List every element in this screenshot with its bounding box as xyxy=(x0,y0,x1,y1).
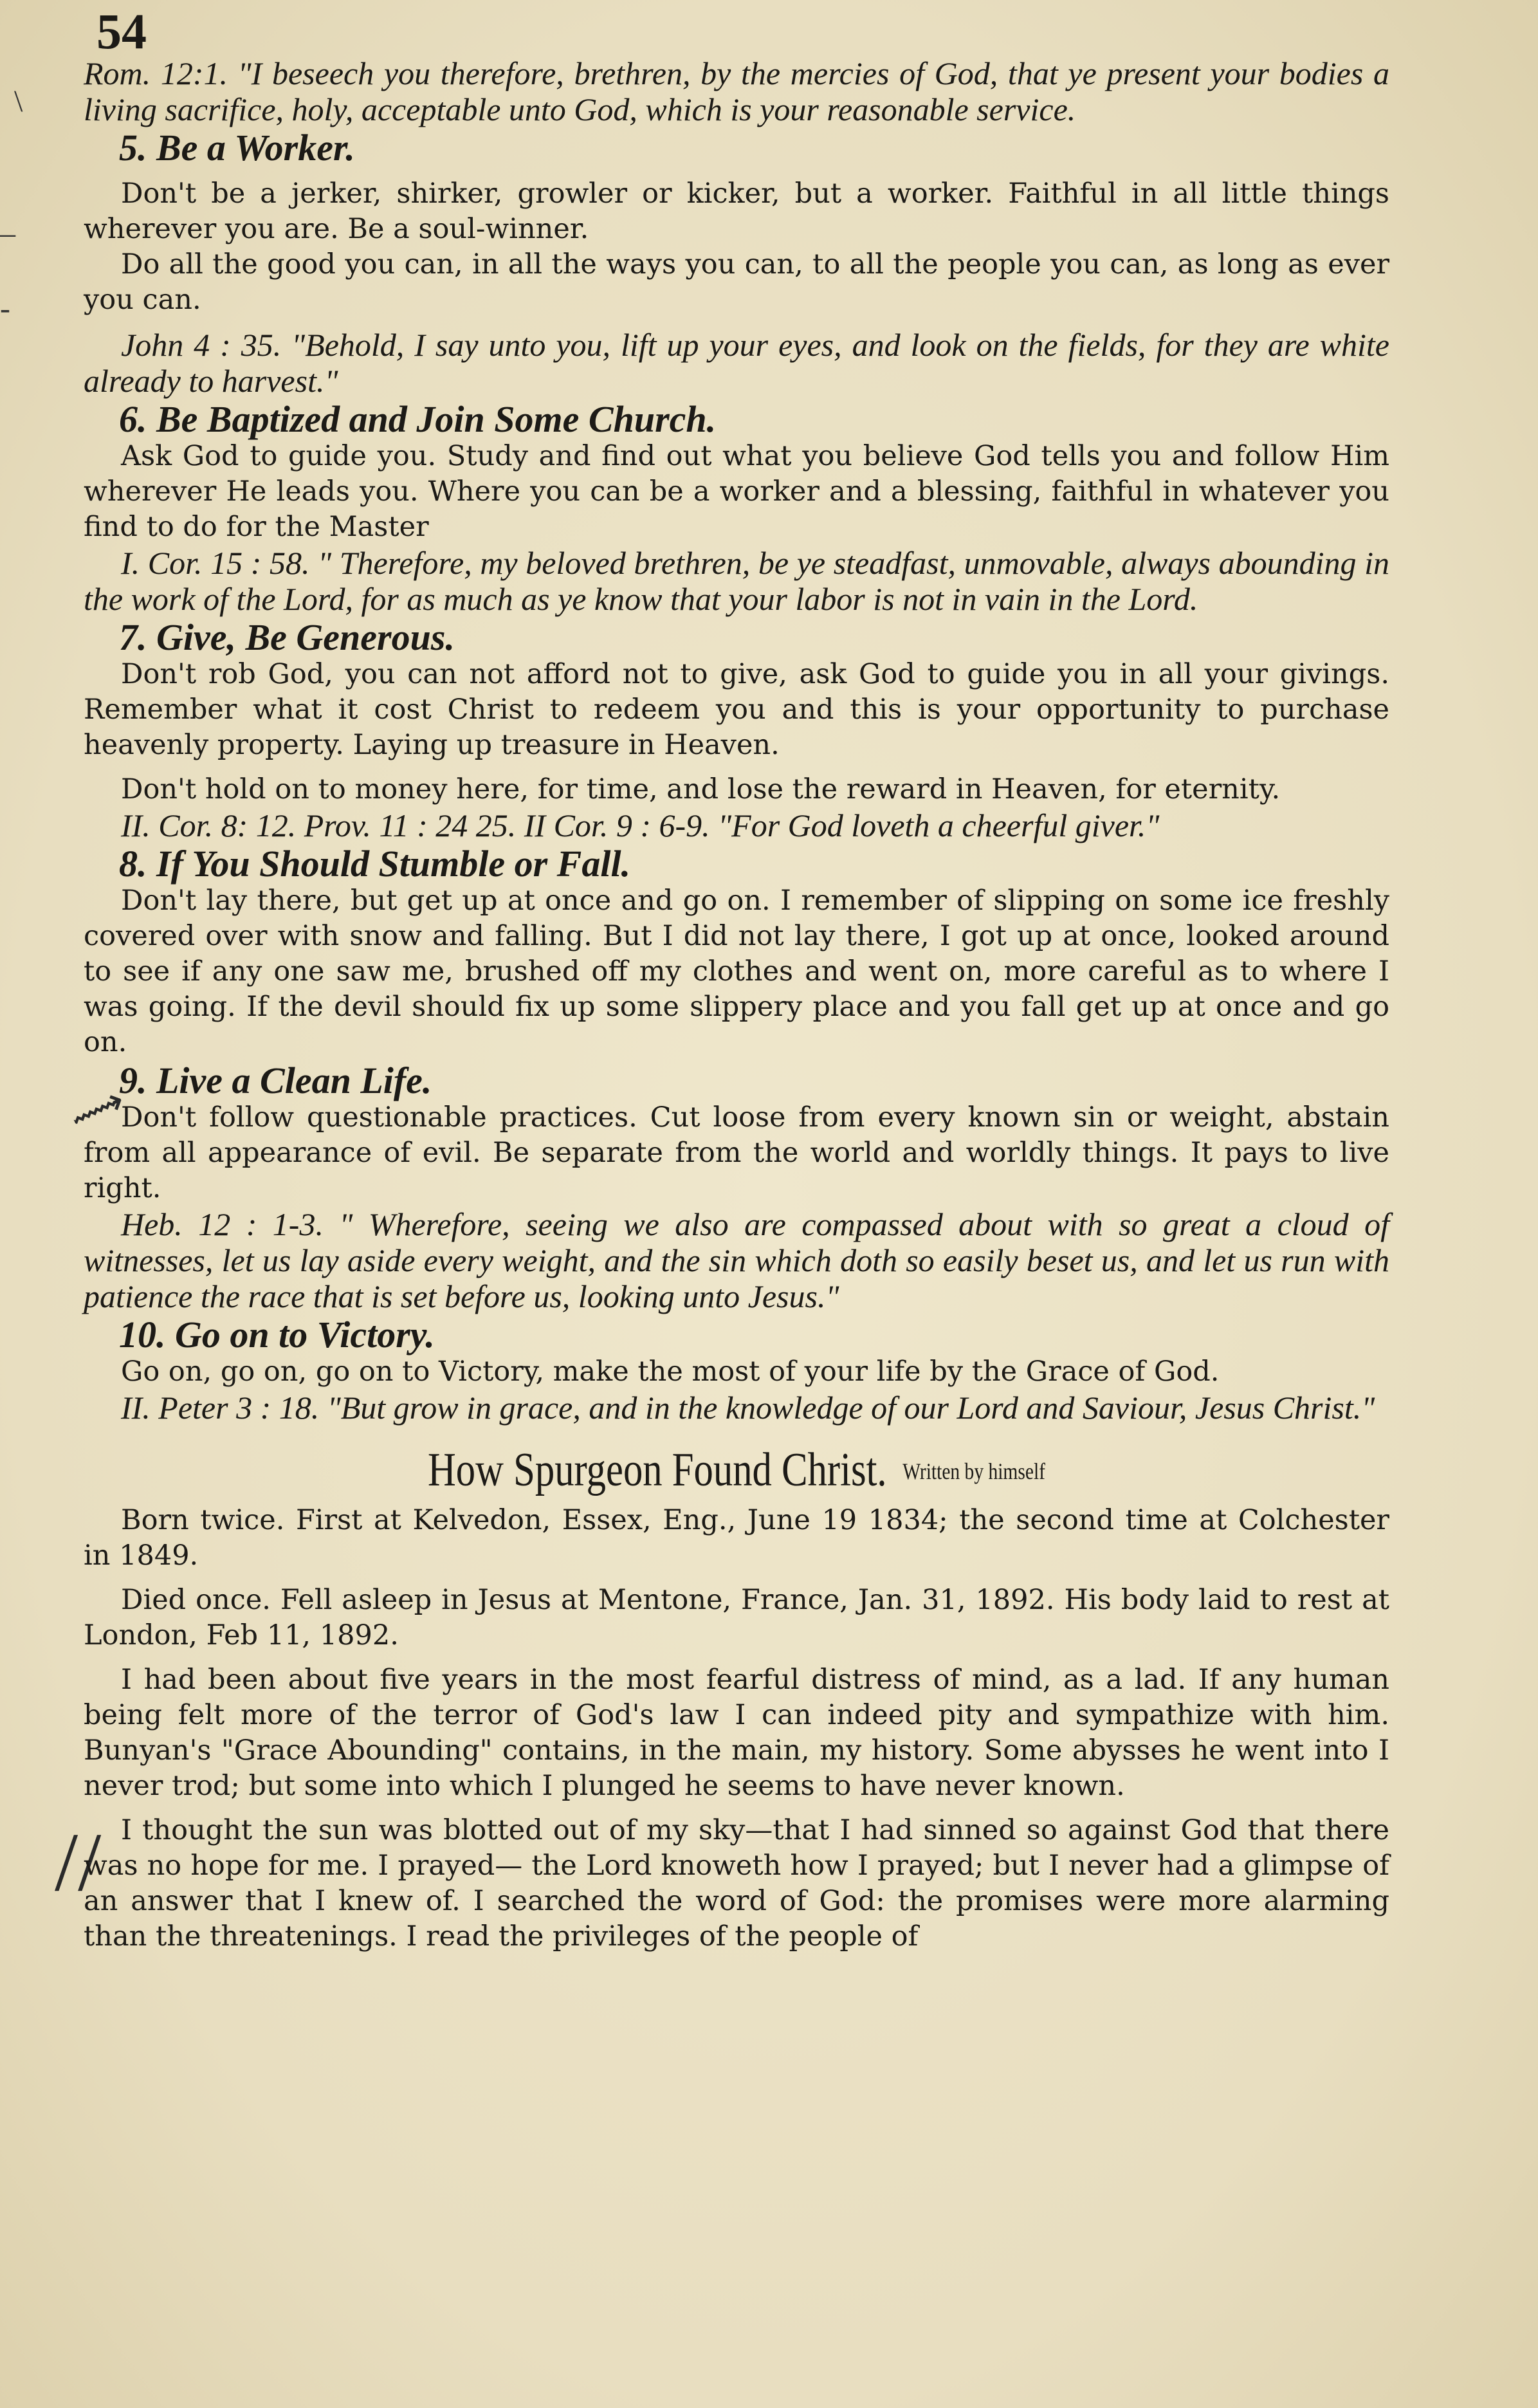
scripture-john: John 4 : 35. "Behold, I say unto you, lift up your eyes, and look on the fields, for they are white already to harvest." xyxy=(84,327,1389,399)
give-paragraph-2: Don't hold on to money here, for time, and lose the reward in Heaven, for eternity. xyxy=(121,773,1281,805)
spurgeon-paragraph-4: I thought the sun was blotted out of my sky—that I had sinned so against God that there was no hope for me. I prayed— the Lord knoweth how I prayed; but I never had a glimpse of an answer that I knew of. I searched the word of God: the promises were more alarming than the threatenings. I read the privileges of the people of xyxy=(84,1814,1389,1953)
spurgeon-paragraph-3: I had been about five years in the most fearful distress of mind, as a lad. If any human being felt more of the terror of God's law I can indeed pity and sympathize with him. Bunyan's "Grace Abounding" contains, in the main, my history. Some abysses he went into I never trod; but some into which I plunged he seems to have never known. xyxy=(84,1664,1389,1802)
heading-baptized: 6. Be Baptized and Join Some Church. xyxy=(119,398,717,440)
give-paragraph-1: Don't rob God, you can not afford not to give, ask God to guide you in all your givings. Remember what it cost Christ to redeem you and this is your opportunity to purchase heavenly property. Laying up treasure in Heaven. xyxy=(84,658,1389,761)
heading-give: 7. Give, Be Generous. xyxy=(119,616,455,658)
heading-stumble: 8. If You Should Stumble or Fall. xyxy=(119,843,631,885)
spurgeon-paragraph-1: Born twice. First at Kelvedon, Essex, Eng., June 19 1834; the second time at Colchester in 1849. xyxy=(84,1504,1389,1572)
scripture-rom: Rom. 12:1. "I beseech you therefore, brethren, by the mercies of God, that ye present your bodies a living sacrifice, holy, acceptable unto God, which is your reasonable service. xyxy=(84,55,1389,127)
margin-slash-icon: // xyxy=(55,1816,102,1909)
scripture-cor-15: I. Cor. 15 : 58. " Therefore, my beloved brethren, be ye steadfast, unmovable, always abounding in the work of the Lord, for as much as ye know that your labor is not in vain in the Lord. xyxy=(84,545,1389,617)
heading-victory: 10. Go on to Victory. xyxy=(119,1314,435,1356)
spurgeon-paragraph-2: Died once. Fell asleep in Jesus at Mentone, France, Jan. 31, 1892. His body laid to rest at London, Feb 11, 1892. xyxy=(84,1584,1389,1651)
margin-arrow-icon: ⟿ xyxy=(62,1078,132,1142)
clean-life-paragraph: Don't follow questionable practices. Cut loose from every known sin or weight, abstain from all appearance of evil. Be separate from the world and worldly things. It pays to live right. xyxy=(84,1101,1389,1204)
baptized-paragraph: Ask God to guide you. Study and find out what you believe God tells you and follow Him wherever He leads you. Where you can be a worker and a blessing, faithful in whatever you find to do for the Master xyxy=(84,440,1389,543)
victory-paragraph: Go on, go on, go on to Victory, make the most of your life by the Grace of God. xyxy=(121,1356,1220,1388)
heading-clean-life: 9. Live a Clean Life. xyxy=(119,1060,432,1101)
scripture-heb: Heb. 12 : 1-3. " Wherefore, seeing we also are compassed about with so great a cloud of witnesses, let us lay aside every weight, and the sin which doth so easily beset us, and let us run with patience the race that is set before us, looking unto Jesus." xyxy=(84,1206,1389,1314)
scripture-peter: II. Peter 3 : 18. "But grow in grace, and in the knowledge of our Lord and Saviour, Jesus Christ." xyxy=(121,1390,1375,1426)
margin-mark-2: – xyxy=(0,216,15,250)
stumble-paragraph: Don't lay there, but get up at once and go on. I remember of slipping on some ice freshly covered over with snow and falling. But I did not lay there, I got up at once, looked around to see if any one saw me, brushed off my clothes and went on, more careful as to where I was going. If the devil should fix up some slippery place and you fall get up at once and go on. xyxy=(84,885,1389,1058)
page-number: 54 xyxy=(96,3,147,59)
spurgeon-title-text: How Spurgeon Found Christ. xyxy=(427,1444,887,1496)
worker-paragraph-2: Do all the good you can, in all the ways you can, to all the people you can, as long as ever you can. xyxy=(84,248,1389,316)
worker-paragraph-1: Don't be a jerker, shirker, growler or kicker, but a worker. Faithful in all little things wherever you are. Be a soul-winner. xyxy=(84,178,1389,245)
margin-mark-1: \ xyxy=(14,84,23,118)
main-text xyxy=(84,55,1389,1954)
scripture-give: II. Cor. 8: 12. Prov. 11 : 24 25. II Cor. 9 : 6-9. "For God loveth a cheerful giver." xyxy=(121,807,1160,843)
heading-be-a-worker: 5. Be a Worker. xyxy=(119,127,355,169)
spurgeon-note: Written by himself xyxy=(902,1458,1046,1484)
margin-mark-3: - xyxy=(0,291,10,326)
spurgeon-title xyxy=(201,1445,1272,1496)
